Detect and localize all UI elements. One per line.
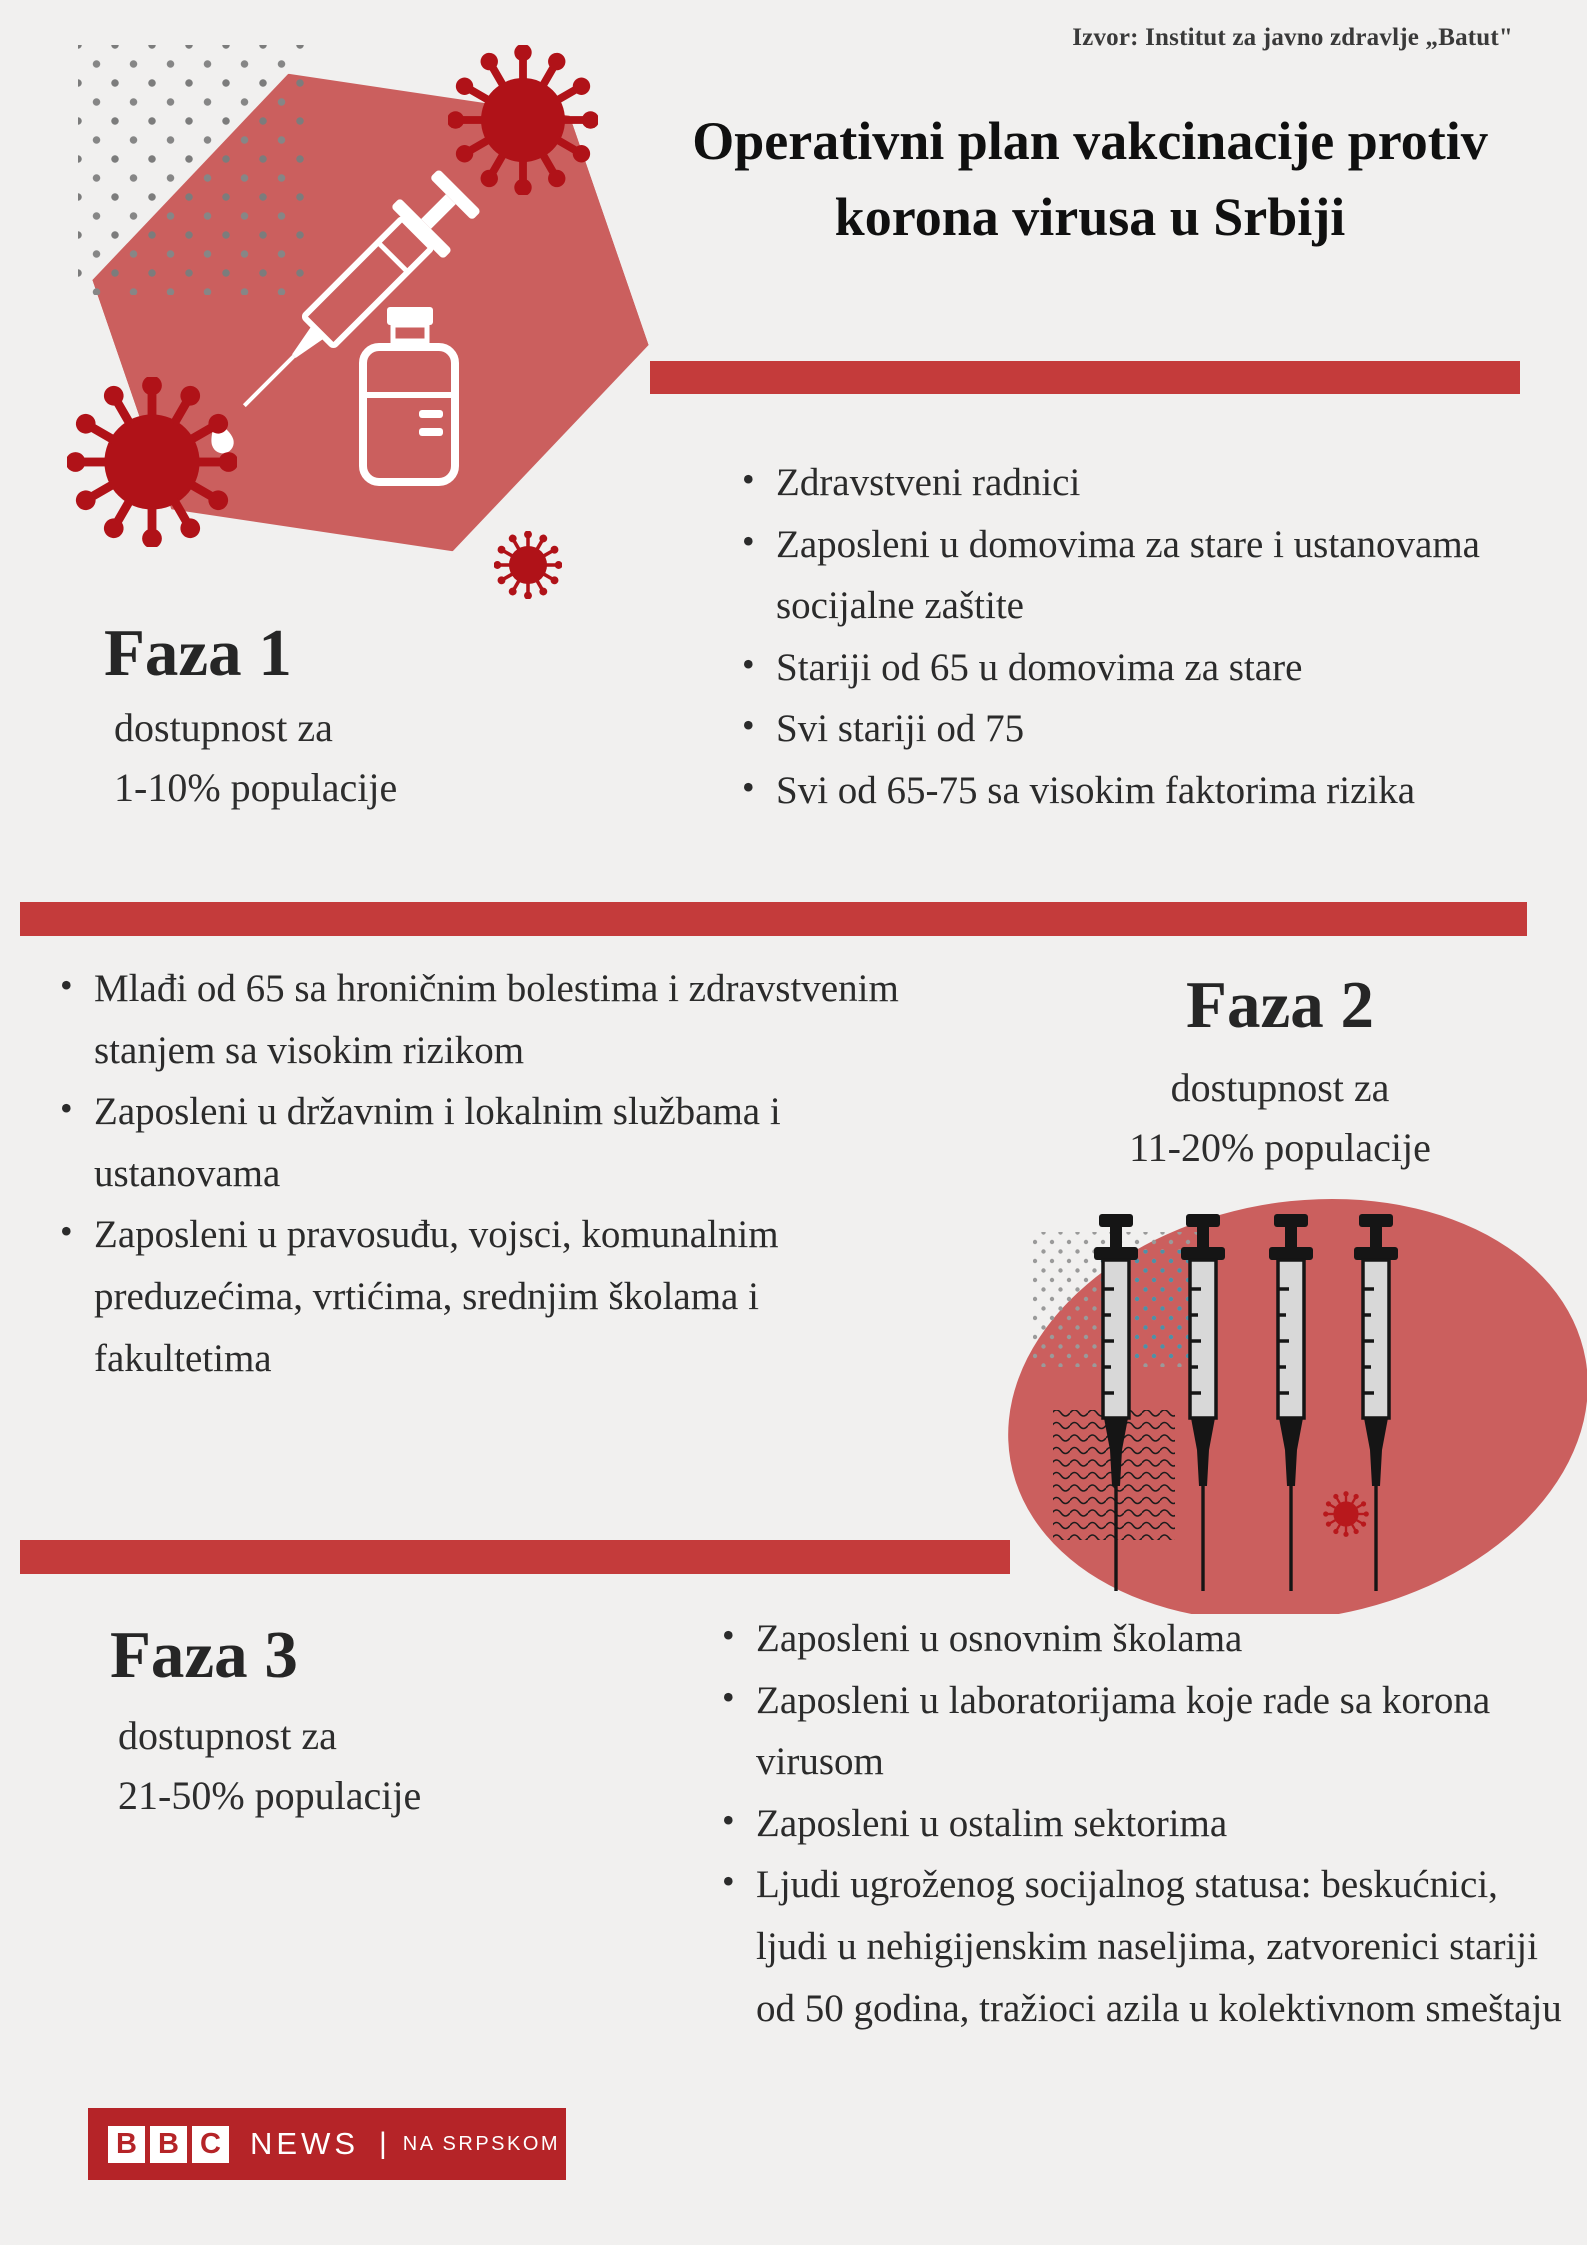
list-item: • Zaposleni u laboratorijama koje rade sa korona virusom: [722, 1670, 1562, 1793]
virus-icon: [67, 377, 237, 547]
list-item: • Mlađi od 65 sa hroničnim bolestima i zdravstvenim stanjem sa visokim rizikom: [60, 958, 940, 1081]
page-title: Operativni plan vakcinacije protiv korona virusa u Srbiji: [692, 111, 1488, 247]
bbc-logo-letter-b2: B: [150, 2126, 187, 2163]
list-item: • Ljudi ugroženog socijalnog statusa: beskućnici, ljudi u nehigijenskim naseljima, zatvorenici stariji od 50 godina, tražioci azila u kolektivnom smeštaju: [722, 1854, 1562, 2039]
bbc-logo: [88, 2108, 566, 2180]
bbc-logo-letter-c: C: [192, 2126, 229, 2163]
bbc-logo-news-label: NEWS: [250, 2126, 359, 2161]
phase-1-list: [742, 452, 1552, 822]
phase-2-list: [60, 958, 940, 1389]
title-underline-bar: [650, 361, 1520, 394]
phase-1-availability-line2: 1-10% populacije: [114, 765, 398, 810]
phase-1-heading: Faza 1: [104, 616, 292, 690]
list-item: • Svi od 65-75 sa visokim faktorima rizika: [742, 760, 1552, 822]
phase-1-availability: [114, 698, 397, 818]
phase-2-availability: [1020, 1058, 1540, 1178]
list-item: • Svi stariji od 75: [742, 698, 1552, 760]
source-credit: Izvor: Institut za javno zdravlje „Batut": [1072, 24, 1513, 51]
phase-3-list: [722, 1608, 1562, 2039]
section-divider-bar: [20, 1540, 1010, 1574]
bbc-logo-divider: |: [379, 2127, 387, 2160]
phase-2-availability-line1: dostupnost za: [1170, 1065, 1390, 1110]
bbc-logo-region-label: NA SRPSKOM: [402, 2132, 561, 2155]
list-item: • Zdravstveni radnici: [742, 452, 1552, 514]
phase-2-heading: Faza 2: [1186, 968, 1374, 1042]
phase-3-availability-line2: 21-50% populacije: [118, 1773, 422, 1818]
virus-icon: [494, 531, 562, 599]
list-item: • Zaposleni u domovima za stare i ustanovama socijalne zaštite: [742, 514, 1552, 637]
bbc-logo-letter-b1: B: [108, 2126, 145, 2163]
list-item: • Zaposleni u pravosuđu, vojsci, komunalnim preduzećima, vrtićima, srednjim školama i fakultetima: [60, 1204, 940, 1389]
section-divider-bar: [20, 902, 1527, 936]
list-item: • Zaposleni u ostalim sektorima: [722, 1793, 1562, 1855]
phase-3-availability-line1: dostupnost za: [118, 1713, 337, 1758]
syringes-illustration: [998, 1182, 1587, 1614]
list-item: • Zaposleni u osnovnim školama: [722, 1608, 1562, 1670]
phase-3-heading: Faza 3: [110, 1618, 298, 1692]
phase-3-availability: [118, 1706, 421, 1826]
phase-2-availability-line2: 11-20% populacije: [1129, 1125, 1431, 1170]
list-item: • Stariji od 65 u domovima za stare: [742, 637, 1552, 699]
list-item: • Zaposleni u državnim i lokalnim službama i ustanovama: [60, 1081, 940, 1204]
phase-1-availability-line1: dostupnost za: [114, 705, 333, 750]
virus-icon: [448, 45, 598, 195]
